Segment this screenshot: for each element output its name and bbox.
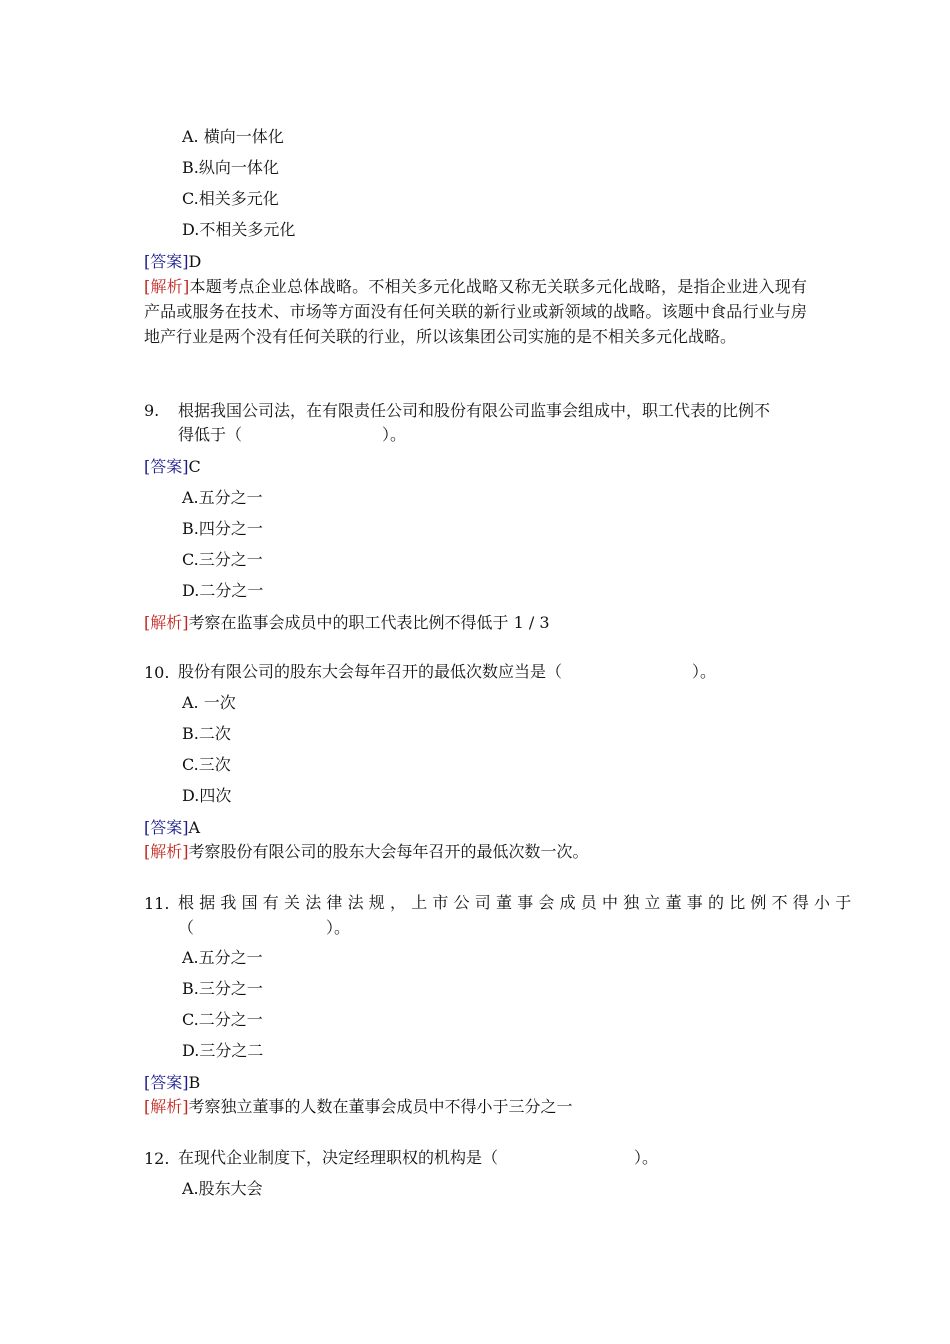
answer-value: D xyxy=(188,252,202,271)
q10-stem-end: ）。 xyxy=(692,662,717,681)
q9-analysis xyxy=(144,613,550,633)
q12-stem-start: 在现代企业制度下，决定经理职权的机构是（ xyxy=(178,1148,499,1167)
q11-answer xyxy=(144,1073,200,1093)
q8-option-c: C.相关多元化 xyxy=(182,189,279,208)
analysis-text: 考察股份有限公司的股东大会每年召开的最低次数一次。 xyxy=(188,842,589,861)
q9-option-b: B.四分之一 xyxy=(182,519,263,538)
answer-value: C xyxy=(188,457,201,476)
q9-stem-line2-start: 得低于（ xyxy=(178,425,243,444)
q10-option-d: D.四次 xyxy=(182,786,232,805)
answer-tag: [答案] xyxy=(144,818,189,837)
analysis-tag: [解析] xyxy=(144,1097,189,1116)
q11-stem-line2-start: （ xyxy=(178,918,195,937)
analysis-tag: [解析] xyxy=(144,277,190,296)
q11-option-d: D.三分之二 xyxy=(182,1041,264,1060)
q9-stem-line1: 根据我国公司法，在有限责任公司和股份有限公司监事会组成中，职工代表的比例不 xyxy=(178,401,771,420)
q8-option-b: B.纵向一体化 xyxy=(182,158,279,177)
q11-option-b: B.三分之一 xyxy=(182,979,263,998)
q8-analysis xyxy=(144,274,807,349)
q10-stem xyxy=(178,662,716,682)
q12-number: 12. xyxy=(144,1149,170,1168)
q12-stem-end: ）。 xyxy=(634,1148,659,1167)
q12-option-a: A.股东大会 xyxy=(182,1179,263,1198)
q9-stem-line2 xyxy=(178,425,406,445)
q9-stem-line2-end: ）。 xyxy=(382,425,407,444)
q12-stem xyxy=(178,1148,658,1168)
q9-number: 9. xyxy=(144,401,160,420)
q10-option-b: B.二次 xyxy=(182,724,231,743)
q10-number: 10. xyxy=(144,663,170,682)
q11-option-c: C.二分之一 xyxy=(182,1010,263,1029)
q9-option-d: D.二分之一 xyxy=(182,581,264,600)
q9-stem xyxy=(178,398,807,423)
q11-stem-line2 xyxy=(178,918,350,938)
q10-stem-start: 股份有限公司的股东大会每年召开的最低次数应当是（ xyxy=(178,662,563,681)
q8-answer xyxy=(144,252,201,272)
analysis-tag: [解析] xyxy=(144,613,189,632)
answer-value: A xyxy=(188,818,201,837)
q10-analysis xyxy=(144,842,589,862)
answer-value: B xyxy=(188,1073,201,1092)
q10-option-a: A. 一次 xyxy=(182,693,236,712)
analysis-tag: [解析] xyxy=(144,842,189,861)
q11-stem-line1: 根据我国有关法律法规，上市公司董事会成员中独立董事的比例不得小于 xyxy=(178,893,857,912)
q9-option-c: C.三分之一 xyxy=(182,550,263,569)
q11-stem-line2-end: ）。 xyxy=(326,918,351,937)
answer-tag: [答案] xyxy=(144,457,189,476)
q11-option-a: A.五分之一 xyxy=(182,948,263,967)
analysis-text: 考察在监事会成员中的职工代表比例不得低于 1 / 3 xyxy=(188,613,550,632)
analysis-text: 考察独立董事的人数在董事会成员中不得小于三分之一 xyxy=(188,1097,573,1116)
q8-option-d: D.不相关多元化 xyxy=(182,220,296,239)
q9-option-a: A.五分之一 xyxy=(182,488,263,507)
q8-option-a: A. 横向一体化 xyxy=(182,127,284,146)
q10-answer xyxy=(144,818,200,838)
q9-answer xyxy=(144,457,201,477)
q11-number: 11. xyxy=(144,894,170,913)
q10-option-c: C.三次 xyxy=(182,755,231,774)
q11-analysis xyxy=(144,1097,573,1117)
analysis-text: 本题考点企业总体战略。不相关多元化战略又称无关联多元化战略，是指企业进入现有产品或服务在技术、市场等方面没有任何关联的新行业或新领域的战略。该题中食品行业与房地产行业是两个没有任何关联的行业，所以该集团公司实施的是不相关多元化战略。 xyxy=(144,277,807,346)
answer-tag: [答案] xyxy=(144,1073,189,1092)
answer-tag: [答案] xyxy=(144,252,189,271)
